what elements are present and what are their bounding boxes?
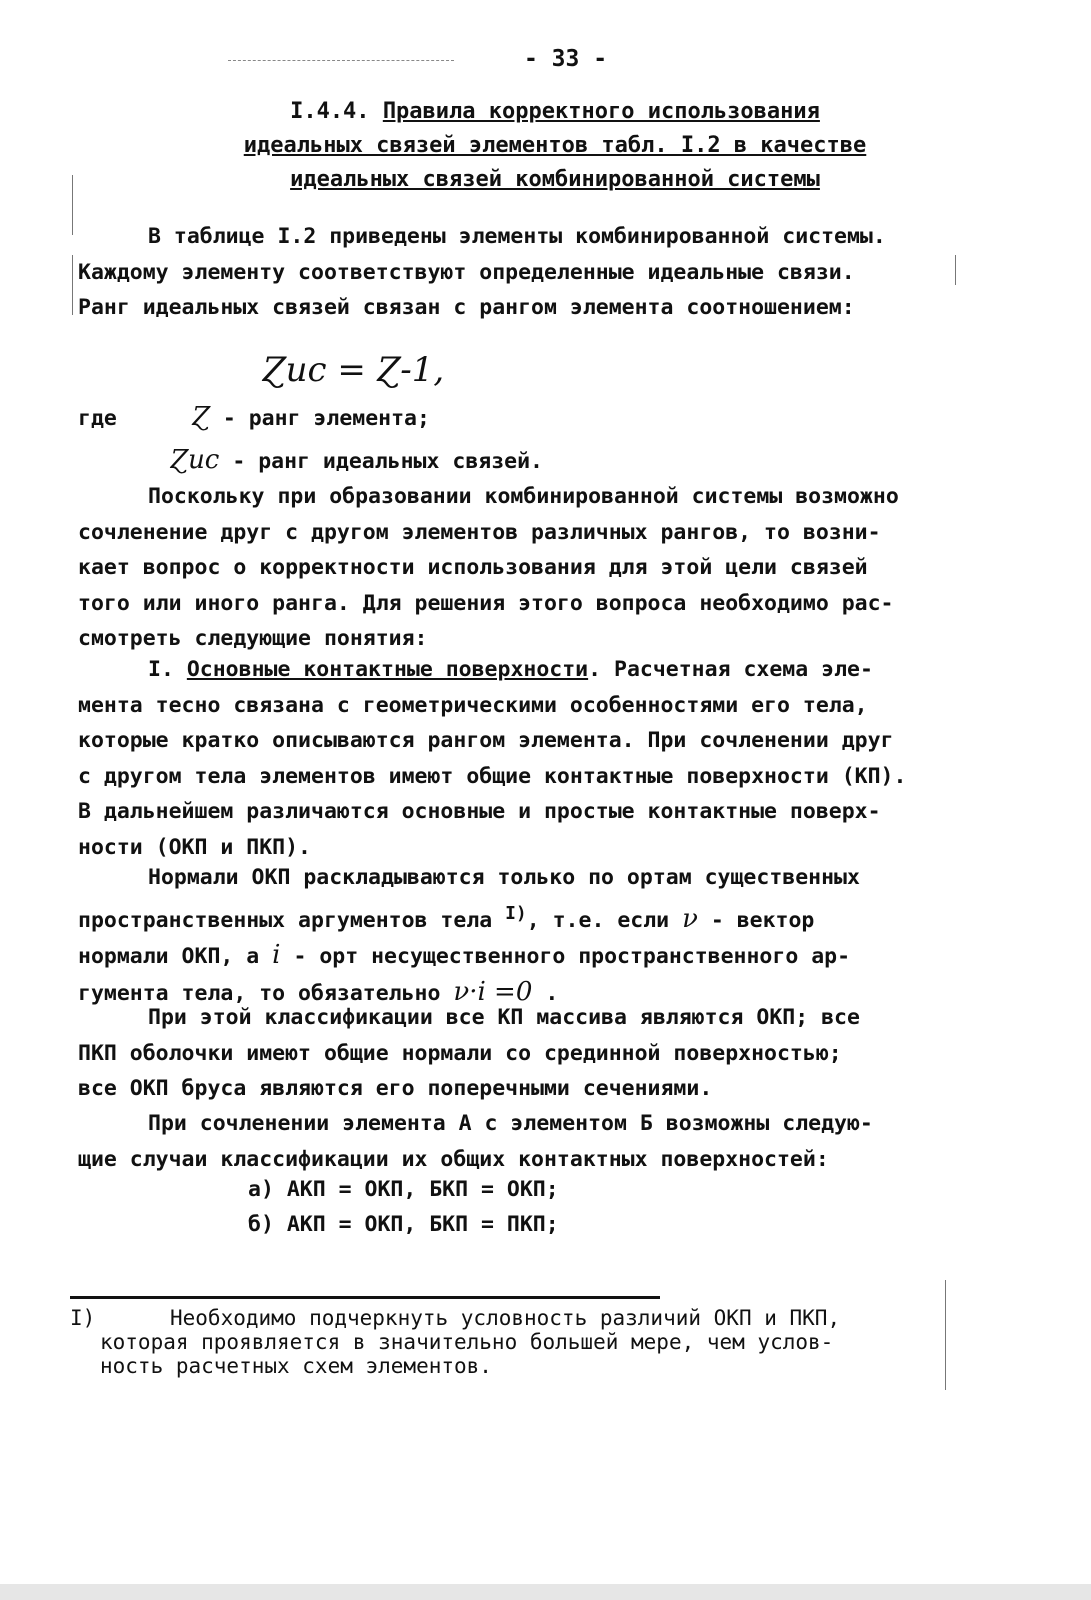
case-b: б) АКП = ОКП, БКП = ПКП;: [248, 1212, 559, 1237]
scan-margin-mark: [945, 1280, 946, 1390]
where-row-2: [170, 445, 543, 475]
text-run: , т.е. если: [526, 907, 683, 933]
paragraph-1: [78, 219, 998, 326]
where-row-1: [78, 402, 430, 432]
scan-bottom-edge: [0, 1584, 1091, 1600]
paragraph-line: [78, 938, 998, 975]
text-run: пространственных аргументов тела: [78, 907, 506, 933]
paragraph-6: [78, 1106, 998, 1177]
term-main-contact-surfaces: Основные контактные поверхности: [186, 657, 589, 682]
paragraph-line: Ранг идеальных связей связан с рангом элемента соотношением:: [78, 295, 855, 320]
heading-title-1: Правила корректного использования: [382, 99, 820, 124]
text-run: гумента тела, то обязательно: [78, 980, 454, 1006]
footnote-mark: I): [70, 1306, 96, 1330]
link-rank-symbol: Ɀис: [170, 445, 220, 475]
paragraph-line: мента тесно связана с геометрическими особенностями его тела,: [78, 692, 868, 718]
scan-margin-mark: [72, 175, 73, 235]
paragraph-line: с другом тела элементов имеют общие контактные поверхности (КП).: [78, 763, 907, 789]
footnote: [70, 1306, 970, 1378]
paragraph-3: [78, 652, 998, 865]
text-run: - вектор: [697, 907, 815, 933]
rank-definition: - ранг элемента;: [222, 406, 430, 431]
footnote-line: [70, 1306, 970, 1330]
unit-vector-symbol: i: [272, 940, 281, 971]
scan-margin-mark: [72, 255, 73, 315]
orthogonality-formula: ν·i =0: [453, 976, 533, 1007]
paragraph-4: [78, 860, 998, 1011]
link-rank-definition: - ранг идеальных связей.: [232, 449, 543, 474]
rank-formula: Ɀис = Ɀ-1,: [262, 350, 445, 390]
paragraph-line: смотреть следующие понятия:: [78, 626, 428, 651]
scan-margin-mark: [955, 255, 956, 285]
paragraph-line: При этой классификации все КП массива являются ОКП; все: [148, 1005, 860, 1030]
text-run: Необходимо подчеркнуть условность различий ОКП и ПКП,: [170, 1306, 841, 1330]
paragraph-line: щие случаи классификации их общих контактных поверхностей:: [78, 1146, 829, 1172]
paragraph-line: которые кратко описываются рангом элемента. При сочленении друг: [78, 728, 894, 753]
section-heading: [140, 95, 970, 197]
paragraph-line: Нормали ОКП раскладываются только по ортам существенных: [148, 865, 860, 890]
page-number: - 33 -: [523, 46, 608, 72]
heading-line-2: идеальных связей элементов табл. I.2 в качестве: [243, 133, 867, 158]
paragraph-line: кает вопрос о корректности использования для этой цели связей: [78, 555, 868, 580]
where-label: где: [78, 406, 117, 431]
list-number: I.: [148, 657, 187, 682]
paragraph-line: Поскольку при образовании комбинированной системы возможно: [148, 484, 899, 509]
paragraph-line: все ОКП бруса являются его поперечными сечениями.: [78, 1076, 713, 1101]
heading-line-3: идеальных связей комбинированной системы: [290, 167, 820, 192]
paragraph-line: [78, 896, 998, 939]
footnote-line: ность расчетных схем элементов.: [100, 1354, 492, 1378]
footnote-rule: [70, 1296, 660, 1299]
footnote-line: которая проявляется в значительно большей мере, чем услов-: [100, 1330, 834, 1354]
paragraph-line: ности (ОКП и ПКП).: [78, 834, 311, 860]
text-run: нормали ОКП, а: [78, 944, 273, 970]
case-a: а) АКП = ОКП, БКП = ОКП;: [248, 1177, 559, 1202]
paragraph-line: того или иного ранга. Для решения этого вопроса необходимо рас-: [78, 590, 894, 616]
paragraph-line: [78, 652, 998, 688]
normal-vector-symbol: ν: [682, 903, 698, 934]
paragraph-line: ПКП оболочки имеют общие нормали со срединной поверхностью;: [78, 1040, 842, 1066]
text-run: - орт несущественного пространственного ар-: [280, 944, 851, 970]
heading-line-1: [140, 95, 970, 129]
paragraph-line: сочленение друг с другом элементов различных рангов, то возни-: [78, 519, 881, 545]
paragraph-2: [78, 479, 998, 657]
heading-number: I.4.4.: [290, 99, 370, 124]
rank-symbol: Ɀ: [191, 402, 210, 432]
paragraph-line: Каждому элементу соответствуют определенные идеальные связи.: [78, 259, 855, 285]
paragraph-line: При сочленении элемента А с элементом Б возможны следую-: [148, 1111, 873, 1136]
text-run: .: [532, 980, 559, 1006]
paragraph-line-rest: . Расчетная схема эле-: [588, 657, 873, 682]
paragraph-5: [78, 1000, 998, 1107]
paragraph-line: В дальнейшем различаются основные и простые контактные поверх-: [78, 799, 881, 824]
footnote-ref: I): [505, 902, 527, 924]
paragraph-line: В таблице I.2 приведены элементы комбинированной системы.: [148, 224, 886, 249]
